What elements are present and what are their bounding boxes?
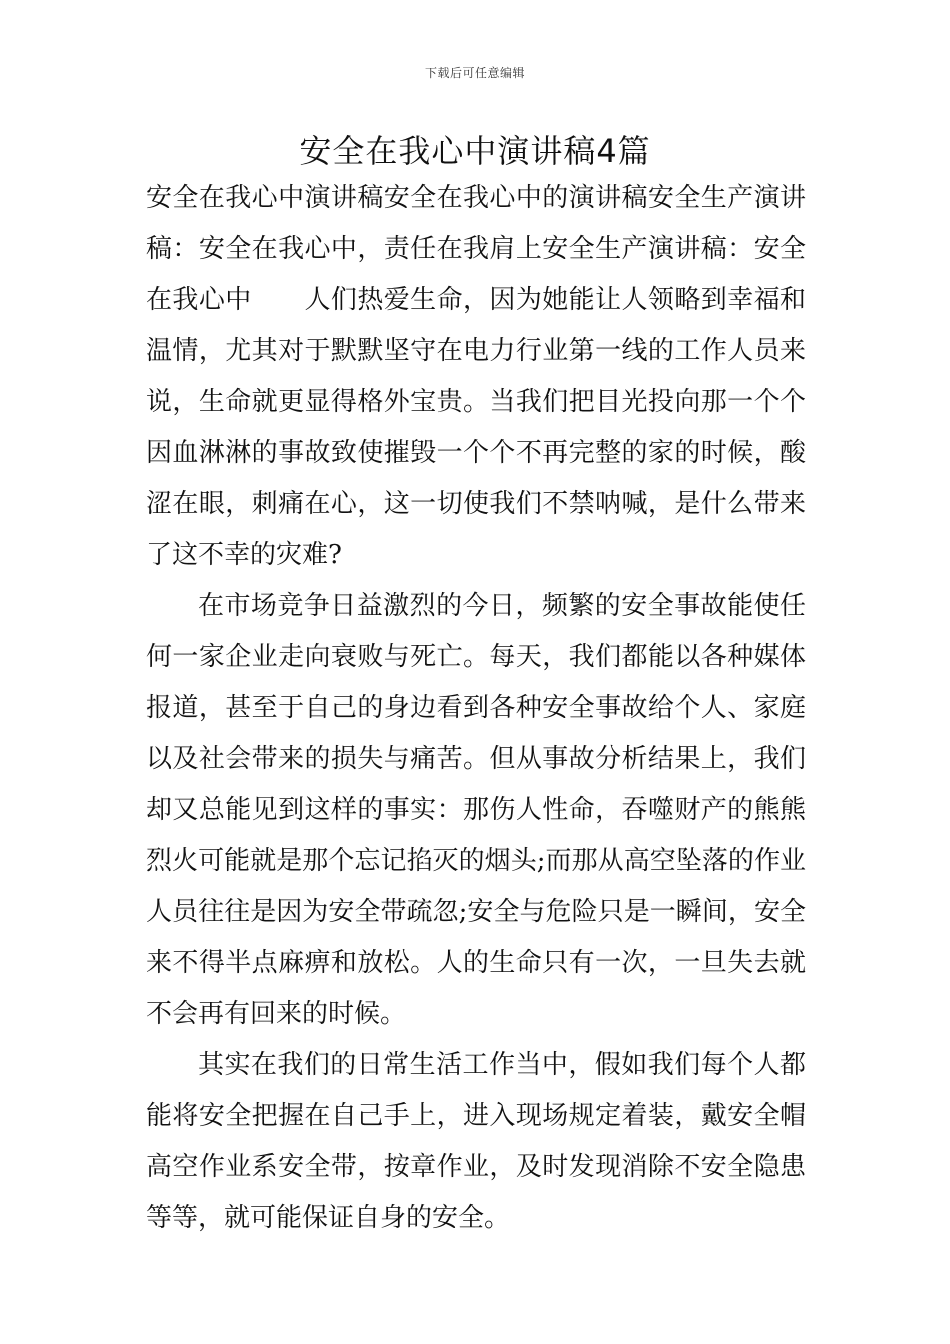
document-title: 安全在我心中演讲稿4篇 — [299, 132, 651, 170]
paragraph-2: 在市场竞争日益激烈的今日，频繁的安全事故能使任何一家企业走向衰败与死亡。每天，我们都能以各种媒体报道，甚至于自己的身边看到各种安全事故给个人、家庭以及社会带来的损失与痛苦。但从事故分析结果上，我们却又总能见到这样的事实：那伤人性命，吞噬财产的熊熊烈火可能就是那个忘记掐灭的烟头;而那从高空坠落的作业人员往往是因为安全带疏忽;安全与危险只是一瞬间，安全来不得半点麻痹和放松。人的生命只有一次，一旦失去就不会再有回来的时候。 — [146, 591, 806, 1029]
paragraph-1: 安全在我心中演讲稿安全在我心中的演讲稿安全生产演讲稿：安全在我心中，责任在我肩上安全生产演讲稿：安全在我心中 人们热爱生命，因为她能让人领略到幸福和温情，尤其对于默默坚守在电力行业第一线的工作人员来说，生命就更显得格外宝贵。当我们把目光投向那一个个因血淋淋的事故致使摧毁一个个不再完整的家的时候，酸涩在眼，刺痛在心，这一切使我们不禁呐喊，是什么带来了这不幸的灾难? — [146, 183, 806, 570]
document-body — [146, 173, 806, 1244]
header-note: 下载后可任意编辑 — [424, 66, 525, 80]
paragraph-3: 其实在我们的日常生活工作当中，假如我们每个人都能将安全把握在自己手上，进入现场规定着装，戴安全帽高空作业系安全带，按章作业，及时发现消除不安全隐患等等，就可能保证自身的安全。 — [146, 1050, 806, 1233]
